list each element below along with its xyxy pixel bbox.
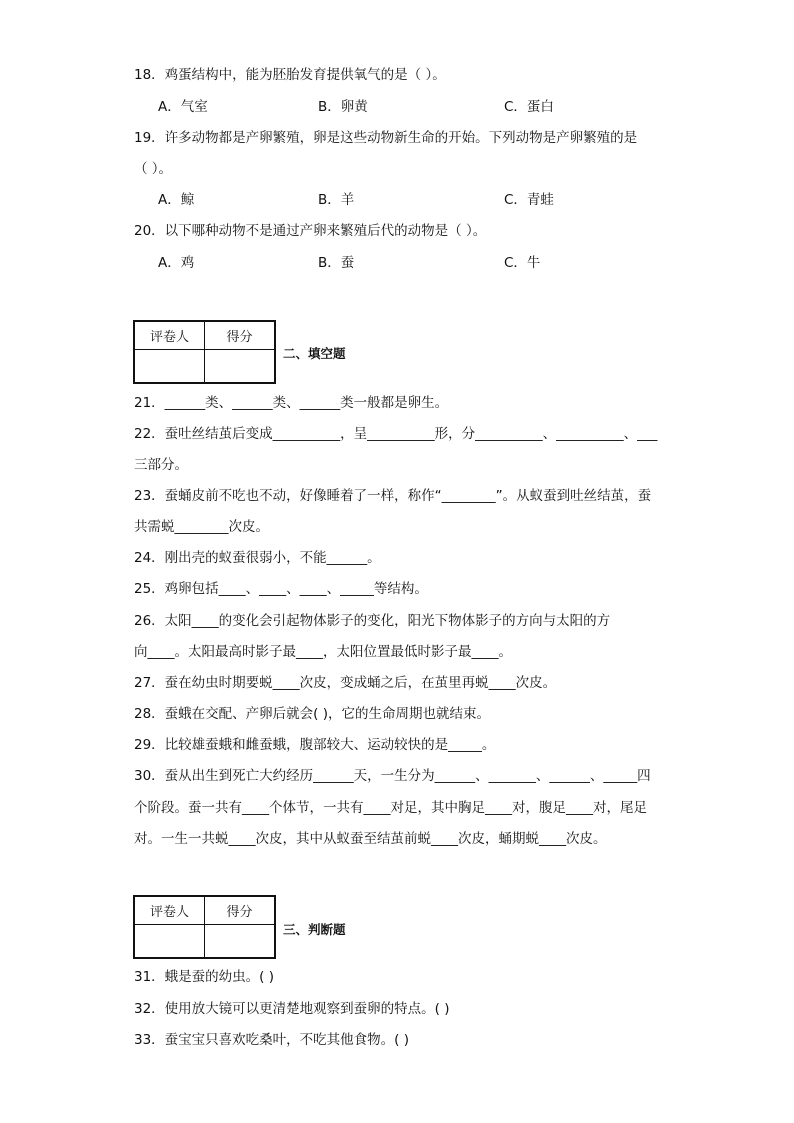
question-33: 33．蚕宝宝只喜欢吃桑叶，不吃其他食物。( ) bbox=[134, 1032, 410, 1048]
score-table-section-3 bbox=[133, 895, 276, 959]
question-18-option-b: B．卵黄 bbox=[318, 99, 368, 115]
question-18-stem: 18．鸡蛋结构中，能为胚胎发育提供氧气的是（ ）。 bbox=[134, 67, 446, 83]
question-27: 27．蚕在幼虫时期要蜕____次皮，变成蛹之后，在茧里再蜕____次皮。 bbox=[134, 675, 557, 691]
score-header: 得分 bbox=[205, 321, 276, 350]
question-26-line1: 26．太阳____的变化会引起物体影子的变化，阳光下物体影子的方向与太阳的方 bbox=[134, 613, 611, 629]
question-30-line2: 个阶段。蚕一共有____个体节，一共有____对足，其中胸足____对，腹足____对，尾足 bbox=[134, 800, 647, 816]
question-31: 31．蛾是蚕的幼虫。( ) bbox=[134, 969, 275, 985]
question-20-option-c: C．牛 bbox=[504, 255, 541, 271]
question-23-line1: 23．蚕蛹皮前不吃也不动，好像睡着了一样，称作“________”。从蚁蚕到吐丝结茧，蚕 bbox=[134, 488, 652, 504]
question-19-option-a: A．鲸 bbox=[158, 192, 195, 208]
score-header: 得分 bbox=[205, 896, 276, 925]
score-cell[interactable] bbox=[205, 925, 276, 959]
question-26-line2: 向____。太阳最高时影子最____，太阳位置最低时影子最____。 bbox=[134, 644, 512, 660]
score-cell[interactable] bbox=[205, 350, 276, 384]
question-19-option-c: C．青蛙 bbox=[504, 192, 554, 208]
question-30-line3: 对。一生一共蜕____次皮，其中从蚁蚕至结茧前蜕____次皮，蛹期蜕____次皮。 bbox=[134, 831, 607, 847]
score-table-section-2 bbox=[133, 320, 276, 384]
question-21: 21．______类、______类、______类一般都是卵生。 bbox=[134, 395, 449, 411]
question-19-stem-line1: 19．许多动物都是产卵繁殖，卵是这些动物新生命的开始。下列动物是产卵繁殖的是 bbox=[134, 130, 638, 146]
question-22-line2: 三部分。 bbox=[134, 457, 188, 473]
question-23-line2: 共需蜕________次皮。 bbox=[134, 519, 269, 535]
grader-header: 评卷人 bbox=[134, 321, 205, 350]
question-28: 28．蚕蛾在交配、产卵后就会( )，它的生命周期也就结束。 bbox=[134, 706, 491, 722]
grader-cell[interactable] bbox=[134, 350, 205, 384]
question-29: 29．比较雄蚕蛾和雌蚕蛾，腹部较大、运动较快的是_____。 bbox=[134, 737, 496, 753]
question-32: 32．使用放大镜可以更清楚地观察到蚕卵的特点。( ) bbox=[134, 1001, 450, 1017]
question-20-option-a: A．鸡 bbox=[158, 255, 195, 271]
question-22-line1: 22．蚕吐丝结茧后变成__________，呈__________形，分__________、__________、___ bbox=[134, 426, 658, 442]
grader-cell[interactable] bbox=[134, 925, 205, 959]
question-30-line1: 30．蚕从出生到死亡大约经历______天，一生分为______、_______、______、_____四 bbox=[134, 768, 651, 784]
question-19-option-b: B．羊 bbox=[318, 192, 355, 208]
question-20-stem: 20．以下哪种动物不是通过产卵来繁殖后代的动物是（ ）。 bbox=[134, 223, 487, 239]
question-25: 25．鸡卵包括____、____、____、_____等结构。 bbox=[134, 581, 428, 597]
question-18-option-a: A．气室 bbox=[158, 99, 208, 115]
grader-header: 评卷人 bbox=[134, 896, 205, 925]
question-20-option-b: B．蚕 bbox=[318, 255, 355, 271]
question-18-option-c: C．蛋白 bbox=[504, 99, 554, 115]
question-19-stem-line2: （ ）。 bbox=[134, 161, 173, 177]
question-24: 24．刚出壳的蚁蚕很弱小，不能______。 bbox=[134, 550, 381, 566]
section-3-title: 三、判断题 bbox=[283, 922, 346, 937]
section-2-title: 二、填空题 bbox=[283, 346, 346, 361]
